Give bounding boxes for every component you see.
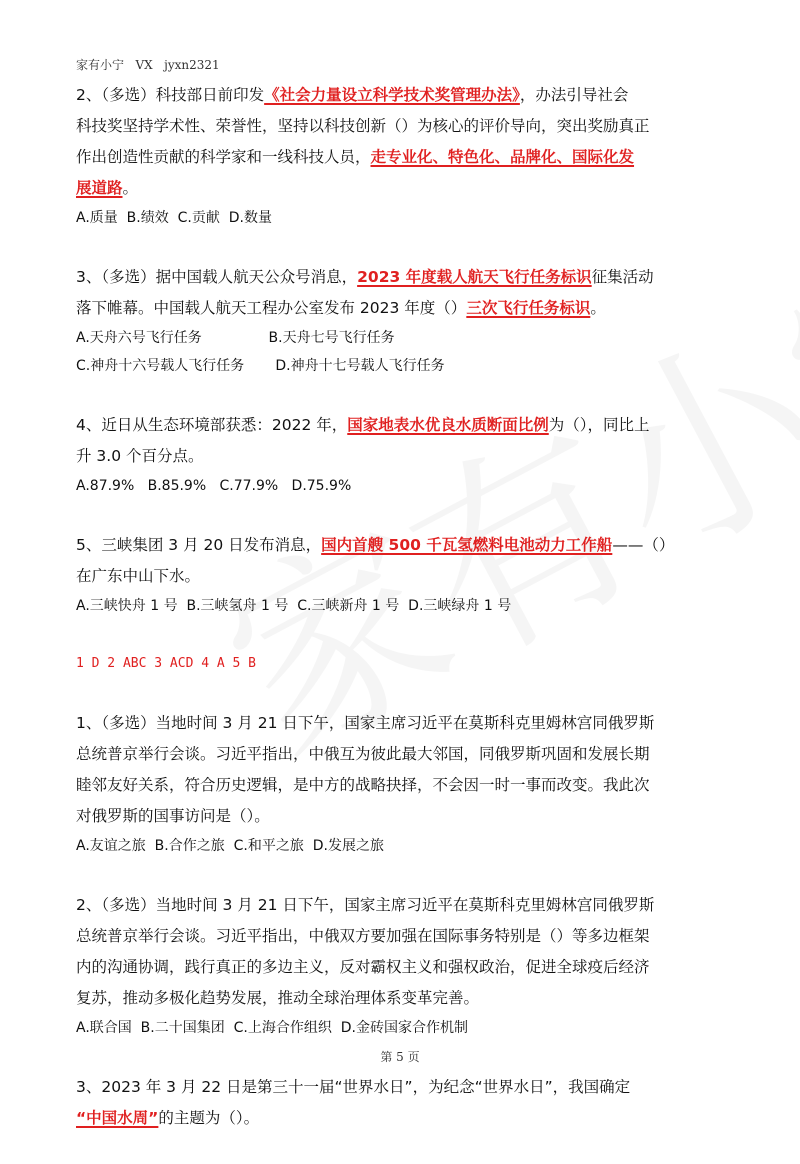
spacer	[76, 678, 726, 708]
highlighted-text: 展道路	[76, 179, 123, 197]
page-header: 家有小宁 VX jyxn2321	[76, 58, 220, 72]
question-text: 3、（多选）据中国载人航天公众号消息，	[76, 268, 358, 286]
question-line	[76, 410, 726, 441]
question-text: 总统普京举行会谈。习近平指出，中俄双方要加强在国际事务特别是（）等多边框架	[76, 927, 650, 945]
question-block	[76, 530, 726, 620]
question-block	[76, 262, 726, 380]
question-text: 。	[122, 179, 139, 197]
question-text: 内的沟通协调，践行真正的多边主义，反对霸权主义和强权政治，促进全球疫后经济	[76, 958, 650, 976]
question-line	[76, 708, 726, 739]
question-line	[76, 921, 726, 952]
question-text: 对俄罗斯的国事访问是（）。	[76, 807, 270, 825]
options-line: A.友谊之旅 B.合作之旅 C.和平之旅 D.发展之旅	[76, 838, 384, 854]
question-text: 科技奖坚持学术性、荣誉性，坚持以科技创新（）为核心的评价导向，突出奖励真正	[76, 117, 650, 135]
question-line	[76, 1103, 726, 1134]
question-text: 征集活动	[591, 268, 654, 286]
question-text: 升 3.0 个百分点。	[76, 447, 204, 465]
page-content	[76, 80, 726, 1164]
questions-part2	[76, 708, 726, 1164]
question-text: 3、2023 年 3 月 22 日是第三十一届“世界水日”，为纪念“世界水日”，我国确定	[76, 1078, 631, 1096]
question-text: 4、近日从生态环境部获悉：2022 年，	[76, 416, 348, 434]
question-text: 作出创造性贡献的科学家和一线科技人员，	[76, 148, 371, 166]
options-line: C.神舟十六号载人飞行任务 D.神舟十七号载人飞行任务	[76, 358, 445, 374]
question-text: 2、（多选）科技部日前印发	[76, 86, 265, 104]
question-line	[76, 770, 726, 801]
spacer	[76, 500, 726, 530]
question-line	[76, 530, 726, 561]
spacer	[76, 620, 726, 650]
question-line	[76, 262, 726, 293]
question-line	[76, 80, 726, 111]
question-text: 在广东中山下水。	[76, 567, 201, 585]
question-line	[76, 801, 726, 832]
question-text: 2、（多选）当地时间 3 月 21 日下午，国家主席习近平在莫斯科克里姆林宫同俄罗斯	[76, 896, 655, 914]
question-line	[76, 739, 726, 770]
spacer	[76, 1134, 726, 1164]
highlighted-text: 2023 年度载人航天飞行任务标识	[357, 268, 592, 286]
answer-key: 1 D 2 ABC 3 ACD 4 A 5 B	[76, 656, 257, 671]
question-line	[76, 1072, 726, 1103]
question-line	[76, 173, 726, 204]
highlighted-text: 国内首艘 500 千瓦氢燃料电池动力工作船	[321, 536, 613, 554]
highlighted-text: 走专业化、特色化、品牌化、国际化发	[370, 148, 635, 166]
options-line: A.联合国 B.二十国集团 C.上海合作组织 D.金砖国家合作机制	[76, 1020, 468, 1036]
question-block	[76, 80, 726, 232]
highlighted-text: 《社会力量设立科学技术奖管理办法》	[264, 86, 520, 104]
options-line: A.三峡快舟 1 号 B.三峡氢舟 1 号 C.三峡新舟 1 号 D.三峡绿舟 1 号	[76, 598, 512, 614]
options-line: A.质量 B.绩效 C.贡献 D.数量	[76, 210, 272, 226]
question-block	[76, 890, 726, 1042]
question-text: 1、（多选）当地时间 3 月 21 日下午，国家主席习近平在莫斯科克里姆林宫同俄罗斯	[76, 714, 655, 732]
question-line	[76, 441, 726, 472]
spacer	[76, 232, 726, 262]
question-text: 为（），同比上	[548, 416, 650, 434]
highlighted-text: “中国水周”	[76, 1109, 159, 1127]
highlighted-text: 国家地表水优良水质断面比例	[347, 416, 549, 434]
question-block	[76, 708, 726, 860]
question-text: 5、三峡集团 3 月 20 日发布消息，	[76, 536, 322, 554]
question-line	[76, 293, 726, 324]
question-block	[76, 410, 726, 500]
question-line	[76, 983, 726, 1014]
question-text: 落下帷幕。中国载人航天工程办公室发布 2023 年度（）	[76, 299, 467, 317]
question-line	[76, 890, 726, 921]
question-line	[76, 111, 726, 142]
question-line	[76, 142, 726, 173]
questions-part1	[76, 80, 726, 650]
question-line	[76, 561, 726, 592]
question-line	[76, 952, 726, 983]
question-text: 。	[590, 299, 606, 317]
spacer	[76, 380, 726, 410]
question-text: 复苏，推动多极化趋势发展，推动全球治理体系变革完善。	[76, 989, 480, 1007]
question-text: ——（）	[612, 536, 675, 554]
options-line: A.天舟六号飞行任务 B.天舟七号飞行任务	[76, 330, 395, 346]
question-block	[76, 1072, 726, 1134]
question-text: ，办法引导社会	[519, 86, 629, 104]
highlighted-text: 三次飞行任务标识	[466, 299, 591, 317]
options-line: A.87.9% B.85.9% C.77.9% D.75.9%	[76, 478, 352, 494]
question-text: 总统普京举行会谈。习近平指出，中俄互为彼此最大邻国，同俄罗斯巩固和发展长期	[76, 745, 650, 763]
page-number: 第 5 页	[380, 1050, 420, 1064]
question-text: 睦邻友好关系，符合历史逻辑，是中方的战略抉择，不会因一时一事而改变。我此次	[76, 776, 650, 794]
question-text: 的主题为（）。	[158, 1109, 260, 1127]
spacer	[76, 860, 726, 890]
